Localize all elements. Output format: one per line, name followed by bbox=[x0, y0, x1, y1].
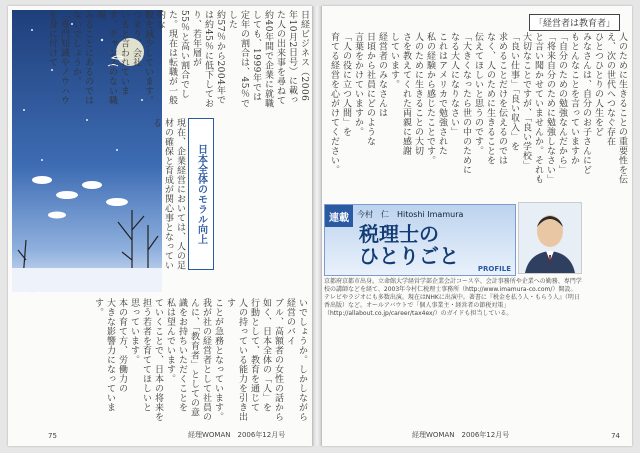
header-tag: 「経営者は教育者」 bbox=[529, 14, 620, 31]
column-title bbox=[359, 223, 459, 267]
right-page-number: 74 bbox=[611, 432, 620, 440]
column-title-line1: 税理士の bbox=[359, 222, 439, 246]
left-footer-magazine: 経理WOMAN 2006年12月号 bbox=[188, 431, 286, 439]
author-portrait-image bbox=[519, 203, 581, 273]
left-text-upper: 日経ビジネス（2006年10月2日号）に載った人の出来事を尋ねて 約40年間で企業に就職しても、1999年では定年の割合は、45％でした 約57％から2004年では約45％に低下しており、若年層が 55％と高い割合でした。現在は転職が一般的な 数を減少しています。つまり、会社 いると言われています。チャンスのない職場 みることにあるのではないでしょうか。 「専門知識やノウハウを身に付けて bbox=[47, 10, 309, 108]
right-footer-magazine: 経理WOMAN 2006年12月号 bbox=[412, 431, 510, 439]
series-badge: 連載 bbox=[325, 205, 353, 227]
illustration-credit: イラスト：太田 均 bbox=[19, 282, 62, 300]
page-gutter bbox=[312, 6, 322, 446]
author-name: 今村 仁 Hitoshi Imamura bbox=[357, 210, 464, 219]
right-page bbox=[322, 6, 632, 446]
left-page-number: 75 bbox=[48, 432, 57, 440]
author-profile-text: 京都府京都市出身。立命館大学経営学部企業会計コース卒、会計事務所や企業への勤務、専門学校の講師などを経て、2003年今村仁税理士事務所（http://www.imamura-co.com/）開設。テレビやラジオにも多数出演。現在はNHKに出演中。著書に『税金を払う人・もらう人』（明日香出版）など。オールアバウトで「個人事業主・経営者の節税対策」（http://allabout.co.jp/career/tax4ex/）のガイドも担当している。 bbox=[324, 278, 582, 317]
profile-label: PROFILE bbox=[477, 265, 511, 273]
left-page bbox=[8, 6, 312, 446]
column-banner bbox=[324, 204, 516, 276]
column-title-line2: ひとりごと bbox=[359, 244, 459, 268]
left-text-lower: いでしょうか。しかしながら経営のバイ ブル、高額者の女性の話から 如く、日本全体の「人」を 行動として、教育を通じて 人の持っている能力を引き出す ことが急務となっています。 我が社の経営者として社員の んに、「教育者」としての意 識をお持ちいただくことを 私は望んでいます。 ていくことで、日本の将来を 担う若者を育ててほしいと 思っています。 本の育て方、労働力の 大きな影響力になっています。 bbox=[93, 298, 307, 422]
section-heading: 日本全体のモラル向上 bbox=[188, 118, 214, 270]
right-text-upper: 人のために生きることの重要性を伝 え、次の世代へつなぐ存在 ひとつひとりの人生をど みなさんは、自分のお子さんにど もとんなことを言っていますか 「自分のための勉強なんだから」 「将来自分のために勉強しなさい」 と言い聞かせていませんか。それも 大切なことですが、「良い学校」 「良い仕事」「良い収入」を 求めることだけを伝えるのでは なく、人のために生きることを 伝えてほしいと思うのです。 「大きくなったら世の中のために なる大人になりなさい」 これはアメリカで勉強された 私の経験から感じたことです。 人のために生きることの大切 さを教えてくれた両親に感謝 しています。 経営者のみなさんは 日頃から社員にどのような 言葉をかけていますか。 「人の役に立つ人間」を 育てる経営を心がけてください。 bbox=[329, 32, 627, 184]
left-text-mid: 現在、企業経営においては、人の足 材の確保と育成が関心事となっている bbox=[151, 118, 185, 270]
author-portrait bbox=[518, 202, 582, 274]
